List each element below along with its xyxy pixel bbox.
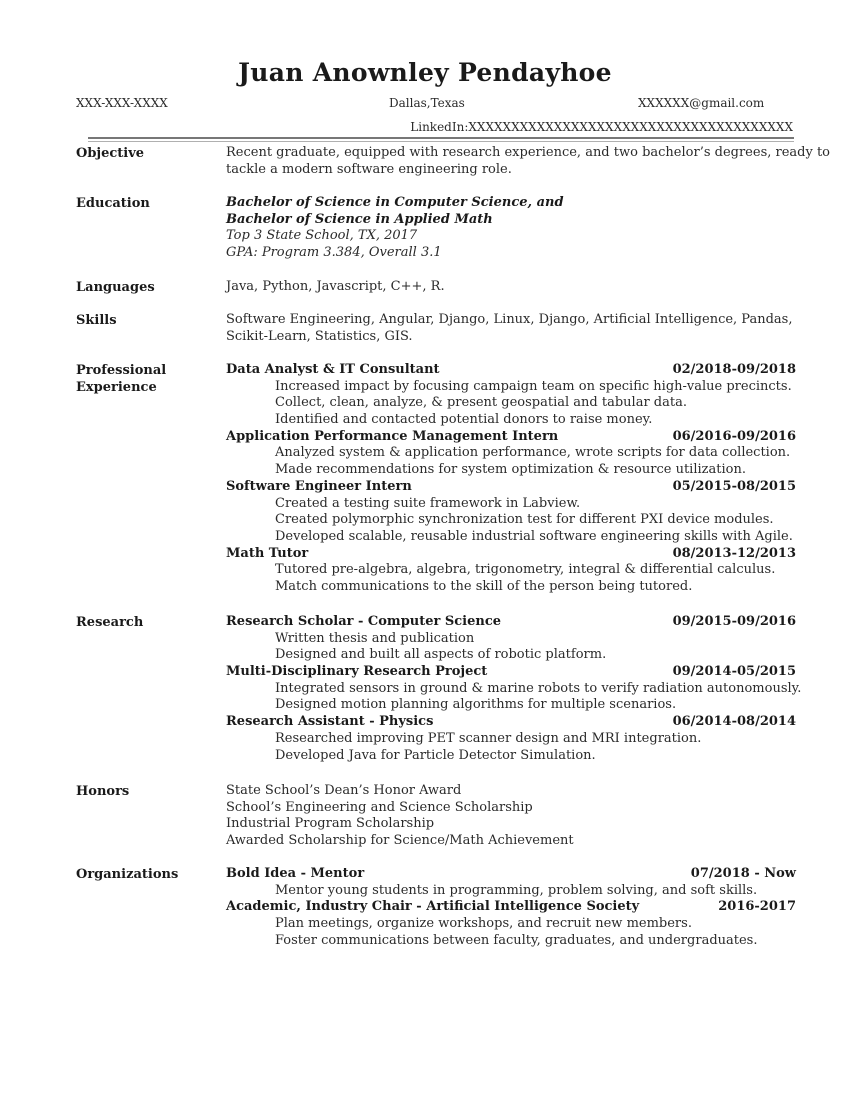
research-bullet: Developed Java for Particle Detector Simulation.: [275, 747, 596, 763]
linkedin-url: LinkedIn:XXXXXXXXXXXXXXXXXXXXXXXXXXXXXXXXXXXXXX: [410, 120, 793, 134]
email-address: XXXXXX@gmail.com: [638, 96, 765, 110]
languages-list: Java, Python, Javascript, C++, R.: [226, 279, 445, 294]
research-list: [226, 614, 802, 764]
research-label: Research: [76, 615, 144, 630]
research-title: Multi-Disciplinary Research Project: [226, 664, 488, 680]
job-title: Data Analyst & IT Consultant: [226, 362, 440, 377]
objective-label: Objective: [76, 146, 145, 161]
research-bullet: Researched improving PET scanner design and MRI integration.: [275, 730, 702, 746]
org-title: Bold Idea - Mentor: [226, 866, 365, 881]
research-header: [226, 714, 796, 731]
job-bullet: Analyzed system & application performance, wrote scripts for data collection.: [275, 445, 791, 461]
research-bullet: Integrated sensors in ground & marine robots to verify radiation autonomously.: [275, 680, 802, 696]
skills-label: Skills: [76, 313, 117, 328]
research-header: [226, 664, 796, 681]
org-bullet: Foster communications between faculty, graduates, and undergraduates.: [275, 932, 758, 948]
education-label: Education: [76, 196, 150, 211]
org-bullet: Mentor young students in programming, problem solving, and soft skills.: [275, 882, 758, 898]
job-dates: 05/2015-08/2015: [672, 478, 796, 494]
organizations-label: Organizations: [76, 867, 179, 882]
honor-item: School’s Engineering and Science Scholarship: [226, 799, 533, 815]
organizations-list: [226, 866, 796, 949]
languages-label: Languages: [76, 280, 155, 295]
skills-line: Software Engineering, Angular, Django, Linux, Django, Artificial Intelligence, Pandas,: [226, 312, 793, 327]
job-title: Math Tutor: [226, 545, 309, 561]
job-dates: 08/2013-12/2013: [672, 545, 796, 561]
job-header: [226, 479, 796, 496]
research-header: [226, 614, 796, 631]
research-dates: 06/2014-08/2014: [672, 714, 796, 730]
honor-item: State School’s Dean’s Honor Award: [226, 783, 462, 798]
job-bullet: Increased impact by focusing campaign team on specific high-value precincts.: [275, 378, 792, 394]
research-title: Research Assistant - Physics: [226, 714, 434, 730]
job-title: Application Performance Management Intern: [226, 428, 559, 444]
job-bullet: Created polymorphic synchronization test for different PXI device modules.: [275, 512, 774, 528]
location: Dallas,Texas: [389, 96, 465, 110]
school-info: Top 3 State School, TX, 2017: [226, 228, 418, 244]
org-header: [226, 866, 796, 883]
languages-text: [226, 279, 796, 296]
skills-line: Scikit-Learn, Statistics, GIS.: [226, 328, 413, 344]
job-bullet: Identified and contacted potential donors to raise money.: [275, 412, 653, 428]
experience-list: [226, 362, 796, 596]
org-title: Academic, Industry Chair - Artificial Intelligence Society: [226, 899, 640, 915]
honor-item: Awarded Scholarship for Science/Math Achievement: [226, 833, 574, 849]
objective-line: Recent graduate, equipped with research experience, and two bachelor’s degrees, ready to: [226, 145, 831, 160]
job-title: Software Engineer Intern: [226, 478, 412, 494]
research-bullet: Designed and built all aspects of robotic platform.: [275, 647, 607, 663]
job-bullet: Created a testing suite framework in Labview.: [275, 495, 581, 511]
honors-label: Honors: [76, 784, 130, 799]
education-details: [226, 195, 796, 262]
job-dates: 06/2016-09/2016: [672, 428, 796, 444]
org-bullet: Plan meetings, organize workshops, and recruit new members.: [275, 916, 692, 932]
experience-label-line: Professional: [76, 363, 167, 378]
phone-number: XXX-XXX-XXXX: [76, 96, 168, 110]
job-bullet: Made recommendations for system optimization & resource utilization.: [275, 462, 746, 478]
honor-item: Industrial Program Scholarship: [226, 816, 435, 832]
objective-text: [226, 145, 831, 178]
experience-label: [76, 362, 216, 396]
objective-line: tackle a modern software engineering role.: [226, 161, 512, 177]
org-dates: 07/2018 - Now: [690, 866, 796, 881]
degree-1: Bachelor of Science in Computer Science, and: [226, 195, 564, 210]
job-bullet: Developed scalable, reusable industrial software engineering skills with Agile.: [275, 528, 793, 544]
gpa-info: GPA: Program 3.384, Overall 3.1: [226, 245, 442, 261]
honors-list: [226, 783, 796, 850]
header-divider: [88, 137, 794, 142]
job-dates: 02/2018-09/2018: [672, 362, 796, 377]
org-header: [226, 899, 796, 916]
research-bullet: Written thesis and publication: [275, 630, 475, 646]
job-header: [226, 362, 796, 379]
research-title: Research Scholar - Computer Science: [226, 614, 502, 629]
research-bullet: Designed motion planning algorithms for multiple scenarios.: [275, 697, 677, 713]
skills-text: [226, 312, 796, 345]
job-header: [226, 546, 796, 563]
experience-label-line: Experience: [76, 380, 157, 395]
candidate-name: Juan Anownley Pendayhoe: [238, 58, 612, 87]
research-dates: 09/2015-09/2016: [672, 614, 796, 629]
job-header: [226, 429, 796, 446]
org-dates: 2016-2017: [718, 899, 796, 915]
job-bullet: Collect, clean, analyze, & present geospatial and tabular data.: [275, 395, 687, 411]
degree-2: Bachelor of Science in Applied Math: [226, 211, 493, 227]
research-dates: 09/2014-05/2015: [672, 664, 796, 680]
job-bullet: Match communications to the skill of the person being tutored.: [275, 579, 693, 595]
job-bullet: Tutored pre-algebra, algebra, trigonometry, integral & differential calculus.: [275, 562, 776, 578]
